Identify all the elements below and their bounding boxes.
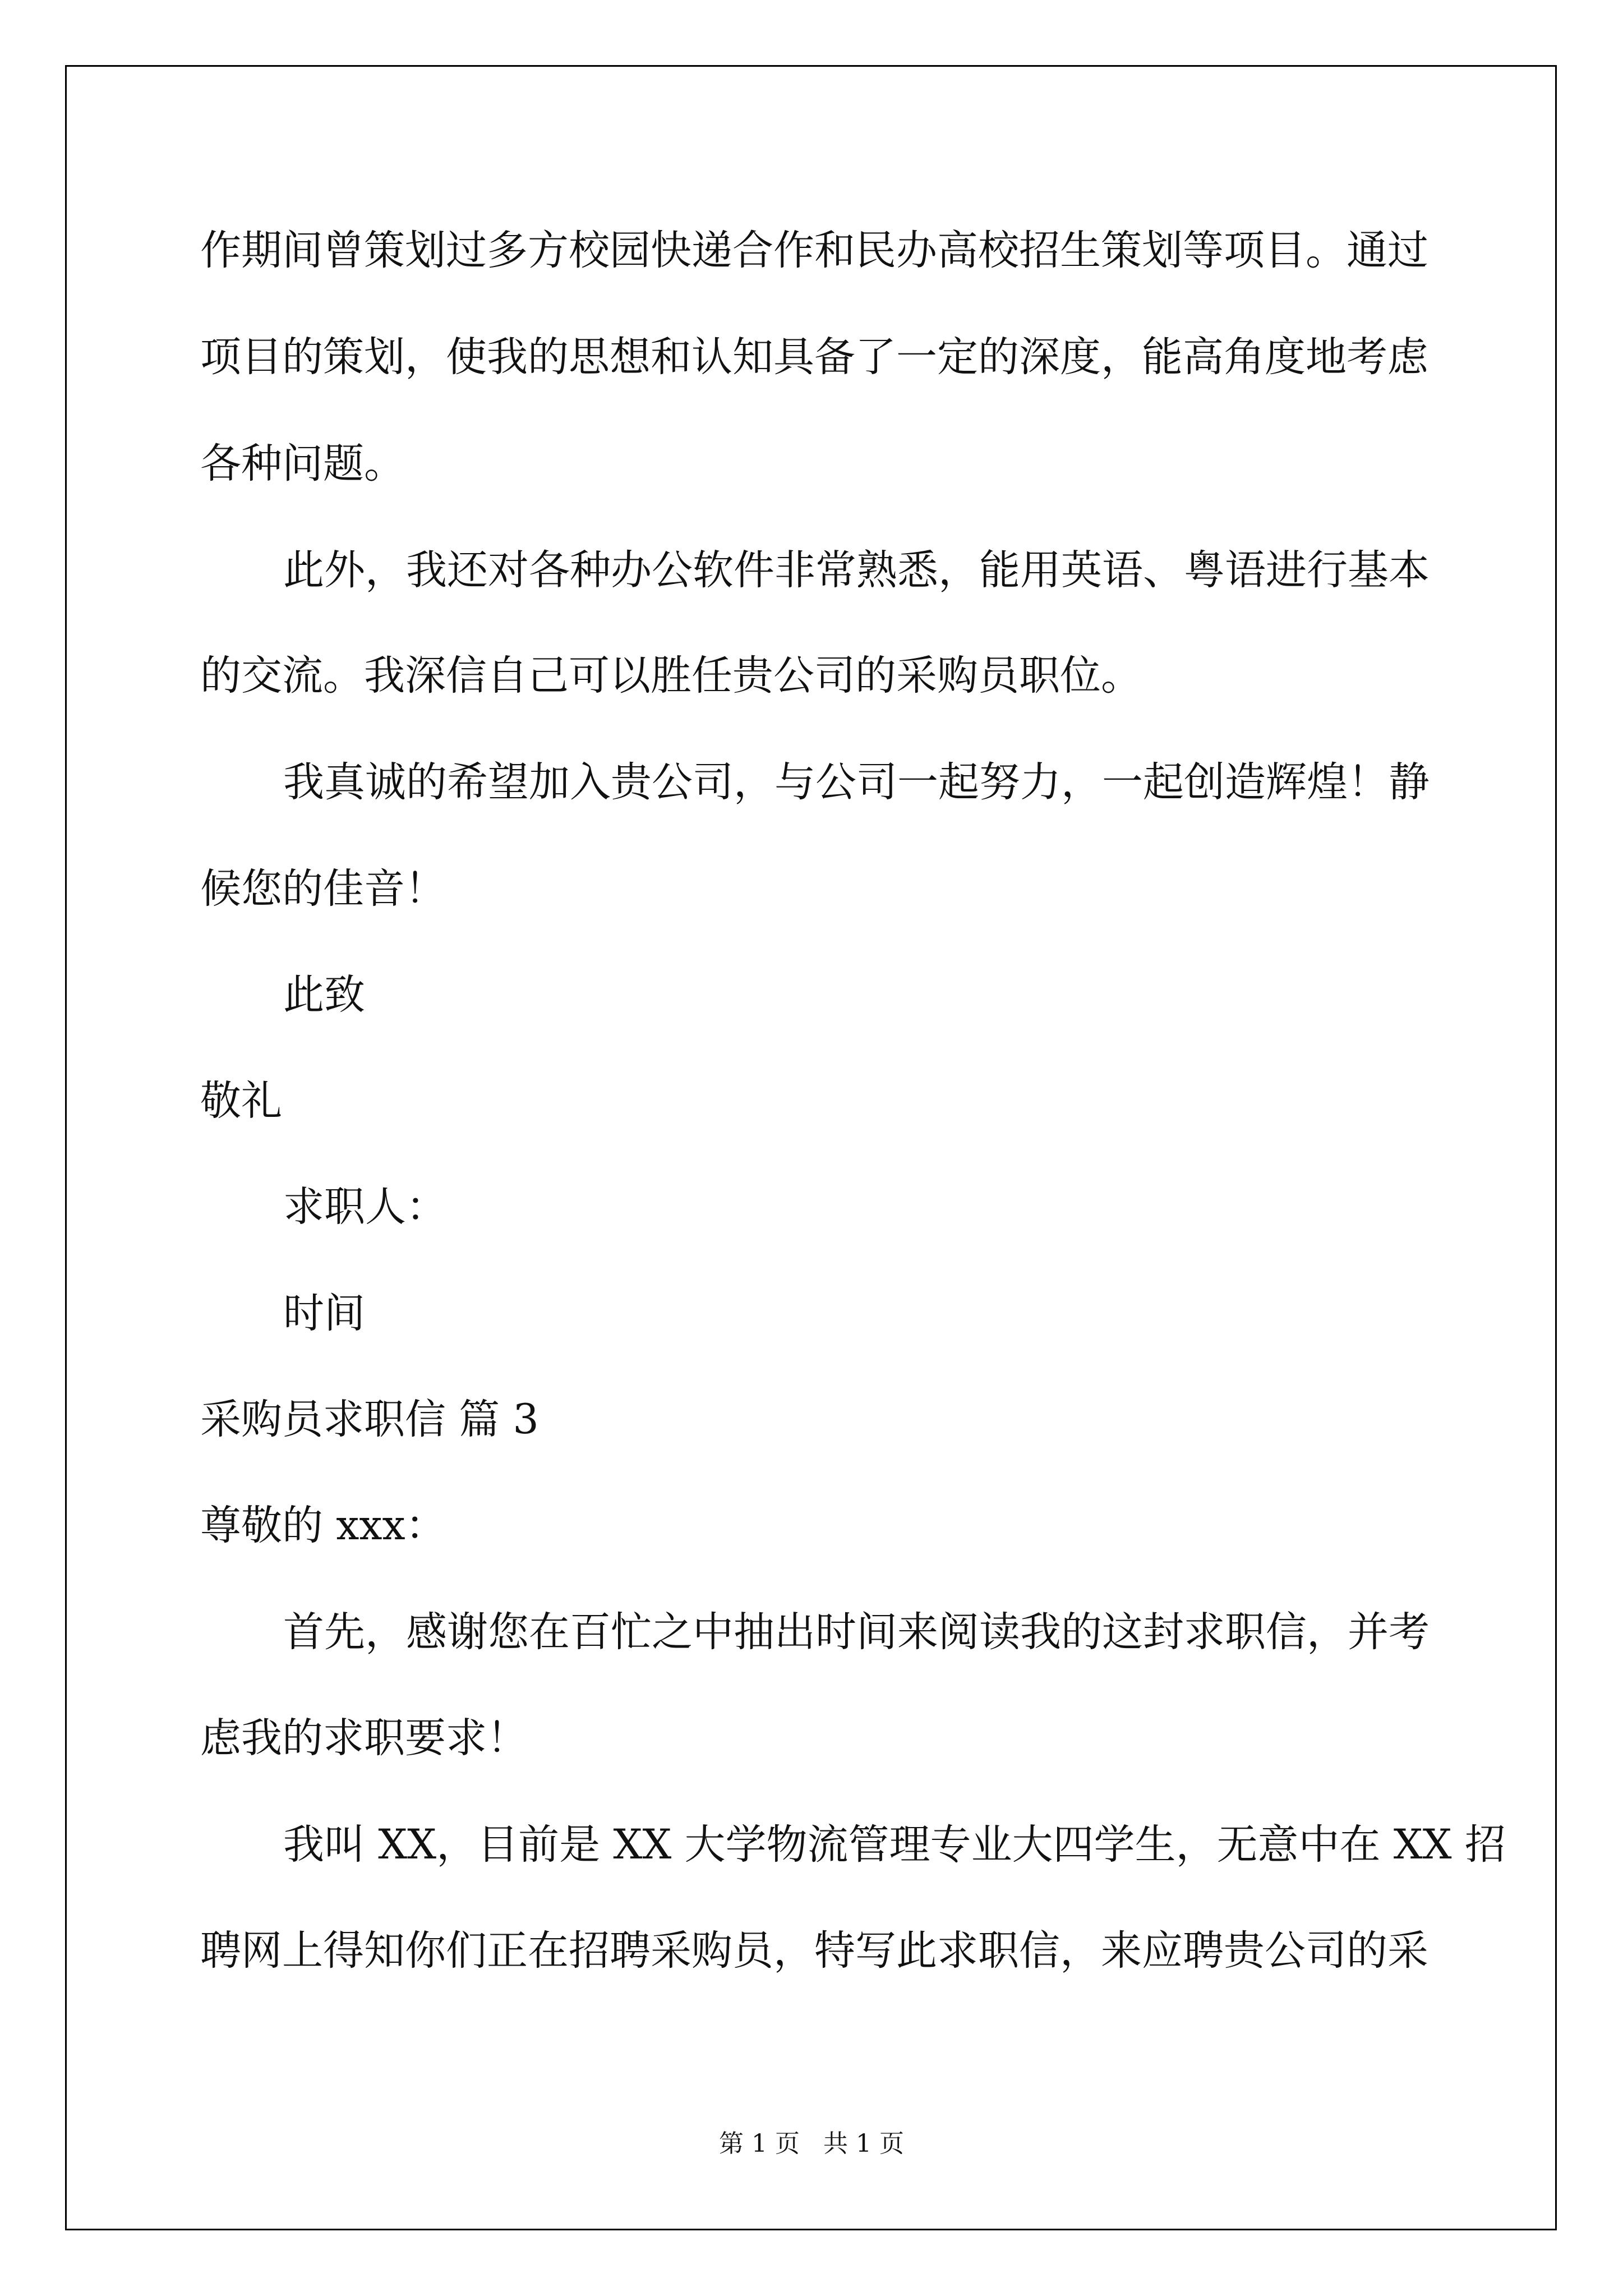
section-heading: 采购员求职信 篇 3 (200, 1396, 539, 1443)
text-line: 聘网上得知你们正在招聘采购员，特写此求职信，来应聘贵公司的采 (200, 1927, 1428, 1975)
page-border (65, 65, 1557, 2230)
text-line: 的交流。我深信自己可以胜任贵公司的采购员职位。 (200, 652, 1142, 700)
text-line: 候您的佳音！ (200, 865, 446, 913)
closing-regards: 敬礼 (200, 1077, 282, 1125)
date-label: 时间 (283, 1290, 365, 1337)
text-line: 项目的策划，使我的思想和认知具备了一定的深度，能高角度地考虑 (200, 333, 1428, 381)
text-line: 虑我的求职要求！ (200, 1714, 528, 1762)
text-line: 作期间曾策划过多方校园快递合作和民办高校招生策划等项目。通过 (200, 227, 1428, 274)
paragraph-first-line: 我叫 XX，目前是 XX 大学物流管理专业大四学生，无意中在 XX 招 (283, 1821, 1506, 1869)
paragraph-first-line: 此外，我还对各种办公软件非常熟悉，能用英语、粤语进行基本 (283, 546, 1430, 594)
paragraph-first-line: 我真诚的希望加入贵公司，与公司一起努力，一起创造辉煌！静 (283, 758, 1430, 806)
text-line: 各种问题。 (200, 440, 405, 487)
page-footer: 第 1 页 共 1 页 (719, 2129, 904, 2158)
applicant-label: 求职人： (283, 1183, 447, 1231)
paragraph-first-line: 首先，感谢您在百忙之中抽出时间来阅读我的这封求职信，并考 (283, 1608, 1430, 1656)
closing-salutation: 此致 (283, 971, 365, 1019)
letter-greeting: 尊敬的 xxx： (200, 1502, 446, 1549)
